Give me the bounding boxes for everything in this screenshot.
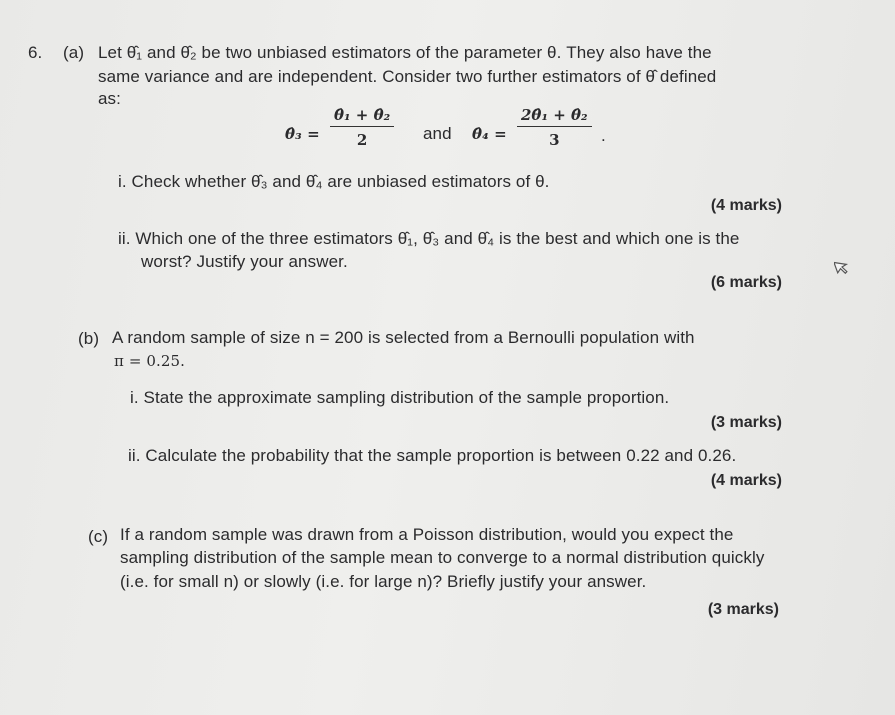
part-a-ii-marks: (6 marks) [710,274,782,291]
theta3-lhs: θ̂₃ = [285,125,320,143]
part-b-label: (b) [78,329,100,348]
part-a-i-marks: (4 marks) [710,197,782,214]
part-b-line-2: π = 0.25. [114,352,186,370]
part-b-ii-marks: (4 marks) [710,472,782,489]
part-c-line-1: If a random sample was drawn from a Poisson distribution, would you expect the [120,525,734,544]
mouse-pointer-icon [834,258,850,276]
part-c-line-2: sampling distribution of the sample mean to converge to a normal distribution quickly [120,548,765,567]
part-a-i: i. Check whether θ̂₃ and θ̂₄ are unbiased estimators of θ. [118,172,550,191]
part-c-line-3: (i.e. for small n) or slowly (i.e. for large n)? Briefly justify your answer. [120,572,647,591]
theta4-lhs: θ̂₄ = [472,125,507,143]
part-a-ii-line-2: worst? Justify your answer. [141,252,348,271]
theta3-fraction [330,106,394,149]
theta4-fraction [517,106,592,149]
theta4-numerator: 2θ̂₁ + θ̂₂ [517,106,592,127]
theta4-denominator: 3 [549,131,560,149]
part-a-line-2: same variance and are independent. Consider two further estimators of θ̂ defined [98,67,717,86]
formula-period: . [601,126,606,145]
part-b-i-marks: (3 marks) [710,414,782,431]
part-a-ii-line-1: ii. Which one of the three estimators θ̂₁, θ̂₃ and θ̂₄ is the best and which one is the [118,229,740,248]
part-a-label: (a) [63,43,85,62]
part-a-line-1: Let θ̂₁ and θ̂₂ be two unbiased estimators of the parameter θ. They also have the [98,43,712,62]
question-number: 6. [28,43,43,62]
part-c-label: (c) [88,527,109,546]
part-b-ii: ii. Calculate the probability that the sample proportion is between 0.22 and 0.26. [128,446,737,465]
part-b-i: i. State the approximate sampling distribution of the sample proportion. [130,388,670,407]
theta3-numerator: θ̂₁ + θ̂₂ [330,106,394,127]
and-text: and [423,124,452,143]
theta3-denominator: 2 [356,131,368,149]
part-a-line-3: as: [98,89,121,108]
part-c-marks: (3 marks) [707,601,779,618]
part-b-line-1: A random sample of size n = 200 is selected from a Bernoulli population with [112,328,695,347]
